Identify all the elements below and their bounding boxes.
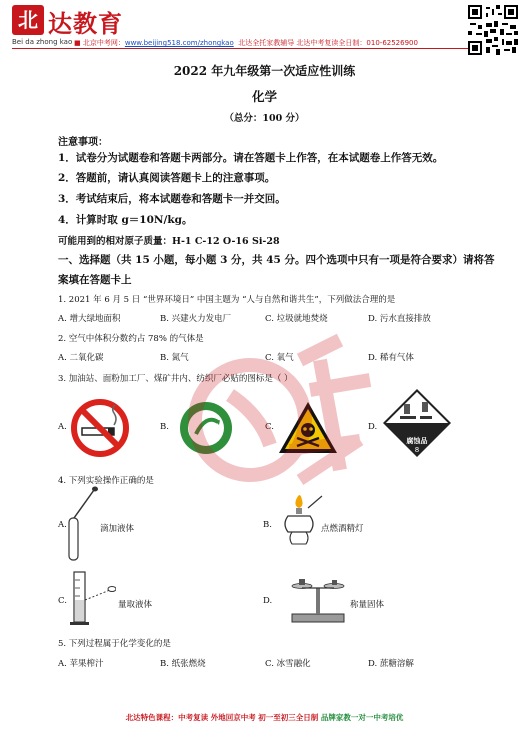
q4-option-a[interactable]: A.	[58, 520, 67, 530]
q4-option-c[interactable]: C.	[58, 596, 67, 606]
logo-text: 达教育	[48, 10, 123, 38]
q2-option-b[interactable]: B. 氮气	[160, 353, 189, 363]
question-5-stem: 5. 下列过程属于化学变化的是	[58, 639, 171, 649]
q4-option-d[interactable]: D.	[263, 596, 273, 606]
toxic-warning-icon	[277, 400, 339, 456]
notes-heading: 注意事项：	[58, 137, 108, 148]
q5-option-a[interactable]: A. 苹果榨汁	[58, 659, 104, 669]
footer-part2: 品牌家教一对一中考培优	[320, 713, 404, 722]
corrosive-label: 腐蚀品	[406, 437, 428, 445]
question-2-stem: 2. 空气中体积分数约占 78% 的气体是	[58, 334, 204, 344]
q1-option-b[interactable]: B. 兴建火力发电厂	[160, 314, 232, 324]
footer-part1: 北达特色课程：中考复读 外地回京中考 初一至初三全日制	[125, 713, 321, 722]
q4-caption-c: 量取液体	[118, 600, 153, 610]
logo-mark: 北	[12, 5, 44, 35]
q3-option-b[interactable]: B.	[160, 422, 169, 432]
header-info	[74, 38, 418, 48]
q4-caption-d: 称量固体	[350, 600, 385, 610]
atomic-masses: 可能用到的相对原子质量：H-1 C-12 O-16 Si-28	[58, 236, 280, 247]
no-smoking-icon	[70, 398, 130, 458]
logo-pinyin: Bei da zhong kao	[12, 38, 73, 46]
section-heading-line2: 案填在答题卡上	[58, 274, 132, 286]
question-1-stem: 1. 2021 年 6 月 5 日 “世界环境日” 中国主题为 “人与自然和谐共生”，下列做法合理的是	[58, 295, 396, 305]
alcohol-lamp-icon	[278, 488, 328, 548]
q2-option-a[interactable]: A. 二氧化碳	[58, 353, 104, 363]
q2-option-d[interactable]: D. 稀有气体	[368, 353, 414, 363]
paper-subject: 化学	[251, 89, 277, 104]
question-3-stem: 3. 加油站、面粉加工厂、煤矿井内、纺织厂必贴的图标是（ ）	[58, 374, 293, 384]
q3-option-c[interactable]: C.	[265, 422, 274, 432]
site-prefix: ■ 北京中考网：	[74, 39, 125, 47]
header-divider	[12, 48, 471, 49]
note-2: 2．答题前，请认真阅读答题卡上的注意事项。	[58, 172, 276, 184]
paper-total: （总分：100 分）	[224, 113, 305, 124]
header-tagline: 北达全托家教辅导 北达中考复读全日制：010-62526900	[238, 39, 418, 47]
q4-caption-a: 滴加液体	[100, 524, 135, 534]
corrosive-class-number: 8	[414, 446, 420, 454]
note-4: 4．计算时取 g＝10N/kg。	[58, 214, 193, 226]
qr-code-icon	[468, 5, 518, 55]
q3-option-d[interactable]: D.	[368, 422, 378, 432]
note-1: 1．试卷分为试题卷和答题卡两部分。请在答题卡上作答，在本试题卷上作答无效。	[58, 152, 444, 164]
q4-caption-b: 点燃酒精灯	[321, 524, 364, 534]
q2-option-c[interactable]: C. 氧气	[265, 353, 294, 363]
q5-option-d[interactable]: D. 蔗糖溶解	[368, 659, 414, 669]
section-heading-line1: 一、选择题（共 15 小题，每小题 3 分，共 45 分。四个选项中只有一项是符合要求）请将答	[58, 254, 495, 266]
footer-courses	[0, 712, 529, 723]
note-3: 3．考试结束后，将本试题卷和答题卡一并交回。	[58, 193, 286, 205]
q3-option-a[interactable]: A.	[58, 422, 67, 432]
site-link[interactable]: www.beijing518.com/zhongkao	[124, 39, 234, 47]
question-4-stem: 4. 下列实验操作正确的是	[58, 476, 154, 486]
q1-option-c[interactable]: C. 垃圾就地焚烧	[265, 314, 328, 324]
q5-option-c[interactable]: C. 冰雪融化	[265, 659, 311, 669]
dropper-test-tube-icon	[64, 486, 100, 564]
q5-option-b[interactable]: B. 纸张燃烧	[160, 659, 206, 669]
q1-option-a[interactable]: A. 增大绿地面积	[58, 314, 121, 324]
balance-scale-icon	[288, 570, 348, 626]
q1-option-d[interactable]: D. 污水直接排放	[368, 314, 431, 324]
green-sign-icon	[178, 400, 234, 456]
paper-title: 2022 年九年级第一次适应性训练	[173, 64, 356, 78]
graduated-cylinder-icon	[66, 570, 116, 626]
q4-option-b[interactable]: B.	[263, 520, 272, 530]
